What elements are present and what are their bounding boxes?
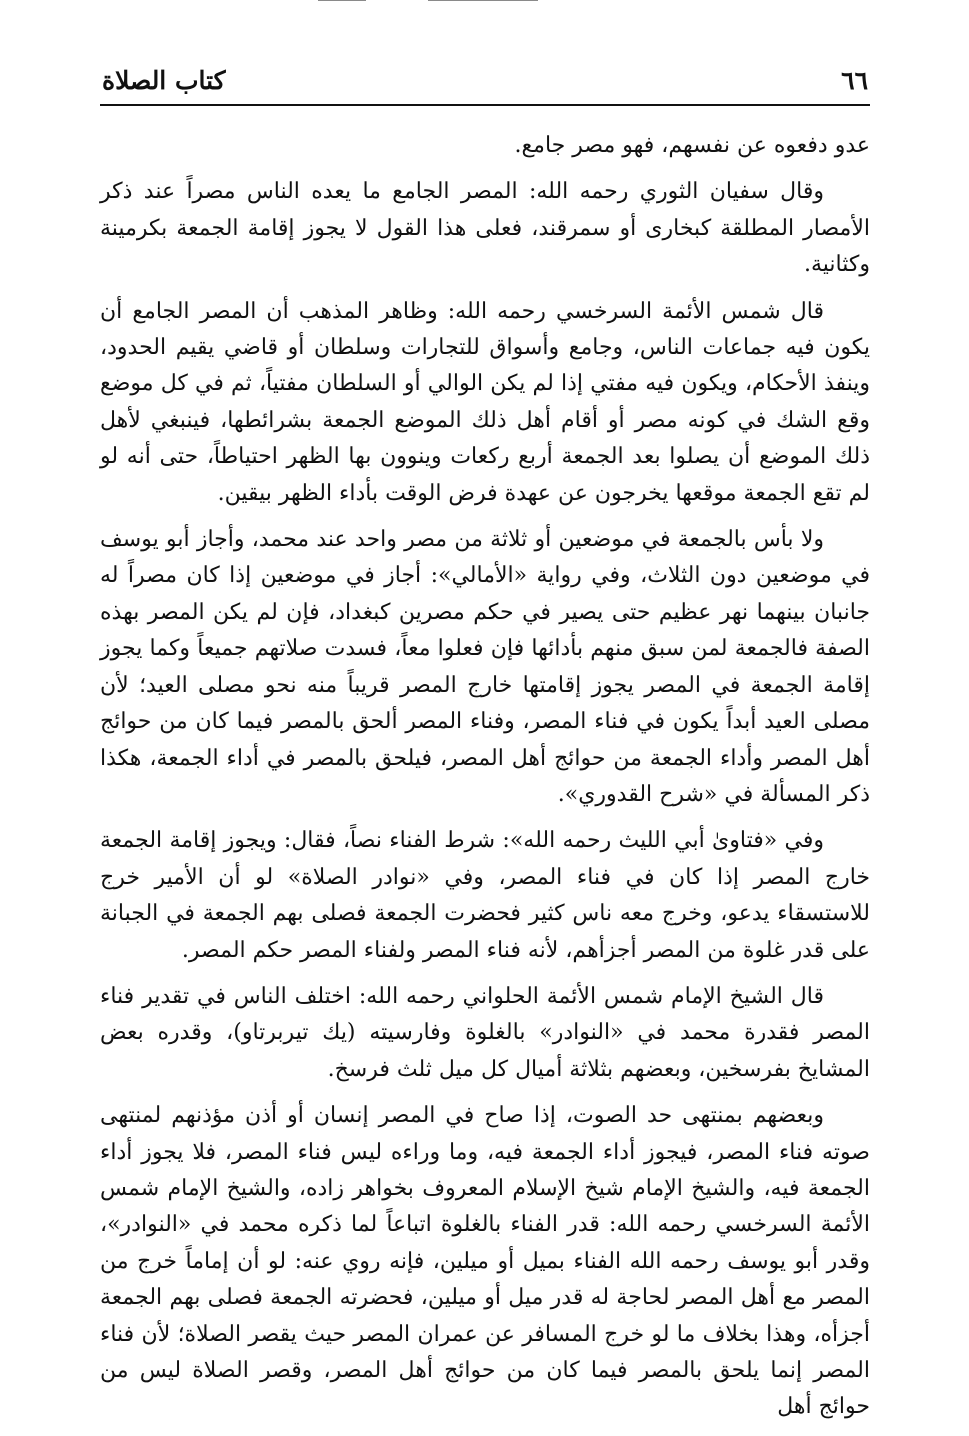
paragraph: وفي «فتاوىٰ أبي الليث رحمه الله»: شرط الفناء نصاً، فقال: ويجوز إقامة الجمعة خارج المصر إذا كان في فناء المصر، وفي «نوادر الصلاة» لو أن الأمير خرج للاستسقاء يدعو، وخرج معه ناس كثير فحضرت الجمعة فصلى بهم الجمعة في الجبانة على قدر غلوة من المصر أجزأهم، لأنه فناء المصر ولفناء المصر حكم المصر. [100,828,870,963]
chapter-title: كتاب الصلاة [102,66,226,95]
body-text [100,128,870,1436]
paragraph: وبعضهم بمنتهى حد الصوت، إذا صاح في المصر إنسان أو أذن مؤذنهم لمنتهى صوته فناء المصر، فيجوز أداء الجمعة فيه، وما وراءه ليس فناء المصر، فلا يجوز أداء الجمعة فيه، والشيخ الإمام شيخ الإسلام المعروف بخواهر زاده، والشيخ الإمام شمس الأئمة السرخسي رحمه الله: قدر الفناء بالغلوة اتباعاً لما ذكره محمد في «النوادر»، وقدر أبو يوسف رحمه الله الفناء بميل أو ميلين، فإنه روي عنه: لو أن إماماً خرج من المصر مع أهل المصر لحاجة له قدر ميل أو ميلين، فحضرته الجمعة فصلى بهم الجمعة أجزأه، وهذا بخلاف ما لو خرج المسافر عن عمران المصر حيث يقصر الصلاة؛ لأن فناء المصر إنما يلحق بالمصر فيما كان من حوائج أهل المصر، وقصر الصلاة ليس من حوائج أهل [100,1103,870,1420]
paragraph: وقال سفيان الثوري رحمه الله: المصر الجامع ما يعده الناس مصراً عند ذكر الأمصار المطلقة كبخارى أو سمرقند، فعلى هذا القول لا يجوز إقامة الجمعة بكرمينة وكثانية. [100,179,870,278]
running-header [100,58,870,106]
paragraph: عدو دفعوه عن نفسهم، فهو مصر جامع. [514,133,870,158]
paragraph: قال شمس الأئمة السرخسي رحمه الله: وظاهر المذهب أن المصر الجامع أن يكون فيه جماعات الناس، وجامع وأسواق للتجارات وسلطان أو قاضي يقيم الحدود، وينفذ الأحكام، ويكون فيه مفتي إذا لم يكن الوالي أو السلطان مفتياً، ثم في كل موضع وقع الشك في كونه مصر أو أقام أهل ذلك الموضع الجمعة بشرائطها، فينبغي لأهل ذلك الموضع أن يصلوا بعد الجمعة أربع ركعات وينوون بها الظهر احتياطاً، حتى أنه لو لم تقع الجمعة موقعها يخرجون عن عهدة فرض الوقت بأداء الظهر بيقين. [100,298,870,506]
top-edge-rule [428,0,538,1]
page-number: ٦٦ [841,66,868,95]
paragraph: ولا بأس بالجمعة في موضعين أو ثلاثة من مصر واحد عند محمد، وأجاز أبو يوسف في موضعين دون الثلاث، وفي رواية «الأمالي»: أجاز في موضعين إذا كان مصراً له جانبان بينهما نهر عظيم حتى يصير في حكم مصرين كبغداد، فإن لم يكن المصر بهذه الصفة فالجمعة لمن سبق منهم بأدائها فإن فعلوا معاً، فسدت صلاتهم جميعاً وكما يجوز إقامة الجمعة في المصر يجوز إقامتها خارج المصر قريباً منه نحو مصلى العيد؛ لأن مصلى العيد أبداً يكون في فناء المصر، وفناء المصر ألحق بالمصر فيما كان من حوائج أهل المصر وأداء الجمعة من حوائج أهل المصر، فيلحق بالمصر في أداء الجمعة، هكذا ذكر المسألة في «شرح القدوري». [100,527,870,807]
top-edge-rule [318,0,366,1]
paragraph: قال الشيخ الإمام شمس الأئمة الحلواني رحمه الله: اختلف الناس في تقدير فناء المصر فقدرة محمد في «النوادر» بالغلوة وفارسيته (يك تيربرتاو)، وقدره بعض المشايخ بفرسخين، وبعضهم بثلاثة أميال كل ميل ثلث فرسخ. [100,983,870,1082]
